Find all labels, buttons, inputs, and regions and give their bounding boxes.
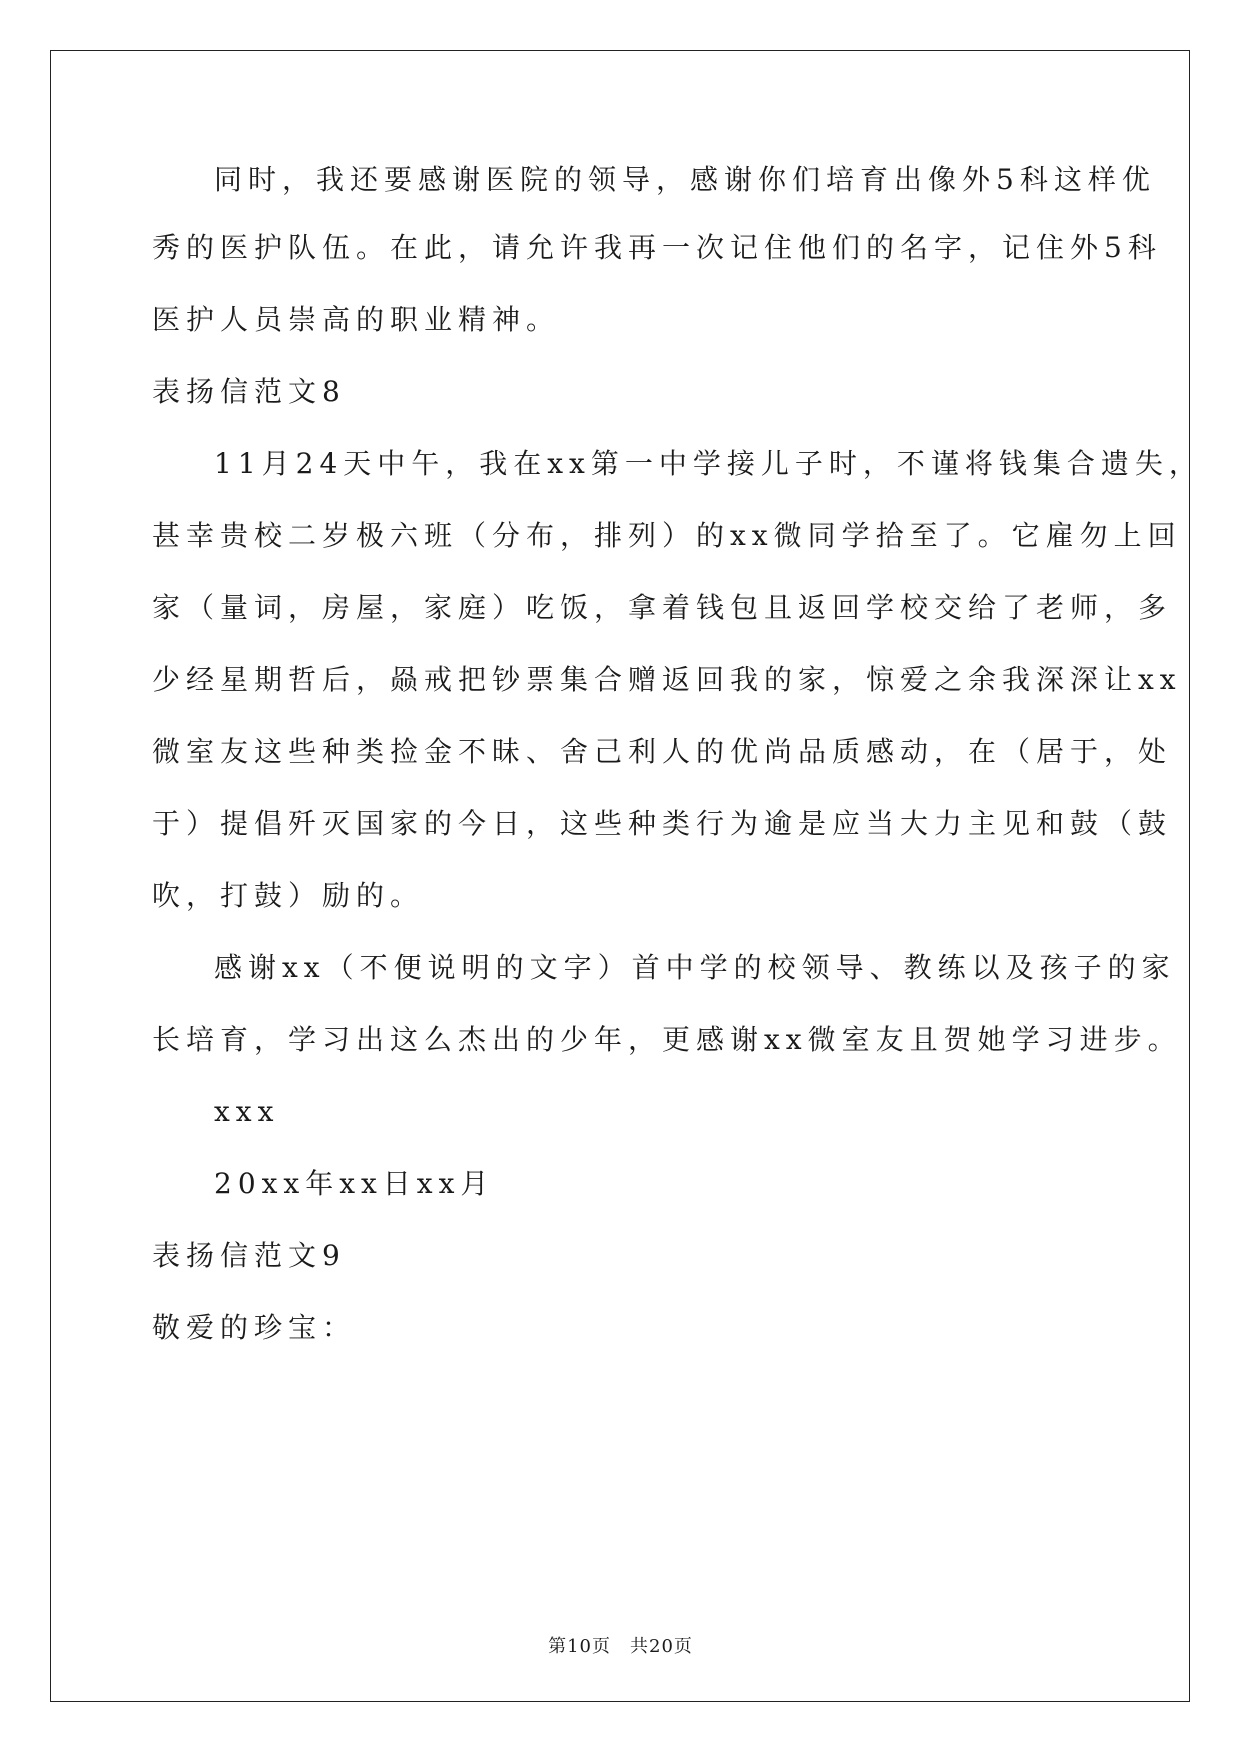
signature: xxx <box>214 1095 280 1128</box>
paragraph-line: 秀的医护队伍。在此，请允许我再一次记住他们的名字，记住外5科 <box>152 231 1162 264</box>
section-heading: 表扬信范文9 <box>152 1239 346 1272</box>
salutation: 敬爱的珍宝： <box>152 1311 357 1344</box>
section-heading: 表扬信范文8 <box>152 375 346 408</box>
paragraph-line: 感谢xx（不便说明的文字）首中学的校领导、教练以及孩子的家 <box>214 951 1176 984</box>
paragraph-line: 微室友这些种类捡金不昧、舍己利人的优尚品质感动，在（居于，处 <box>152 735 1173 768</box>
paragraph-line: 医护人员崇高的职业精神。 <box>152 303 561 336</box>
paragraph-line: 长培育，学习出这么杰出的少年，更感谢xx微室友且贺她学习进步。 <box>152 1023 1182 1056</box>
paragraph-line: 吹，打鼓）励的。 <box>152 879 425 912</box>
paragraph-line: 少经星期哲后，赑戒把钞票集合赠返回我的家，惊爱之余我深深让xx <box>152 663 1182 696</box>
paragraph-line: 于）提倡歼灭国家的今日，这些种类行为逾是应当大力主见和鼓（鼓 <box>152 807 1173 840</box>
paragraph-line: 11月24天中午，我在xx第一中学接儿子时，不谨将钱集合遗失， <box>214 447 1203 480</box>
page-number-footer: 第10页 共20页 <box>548 1636 693 1657</box>
paragraph-line: 同时，我还要感谢医院的领导，感谢你们培育出像外5科这样优 <box>214 163 1156 196</box>
paragraph-line: 甚幸贵校二岁极六班（分布，排列）的xx微同学拾至了。它雇勿上回 <box>152 519 1182 552</box>
paragraph-line: 家（量词，房屋，家庭）吃饭，拿着钱包且返回学校交给了老师，多 <box>152 591 1173 624</box>
date-line: 20xx年xx日xx月 <box>214 1167 495 1200</box>
